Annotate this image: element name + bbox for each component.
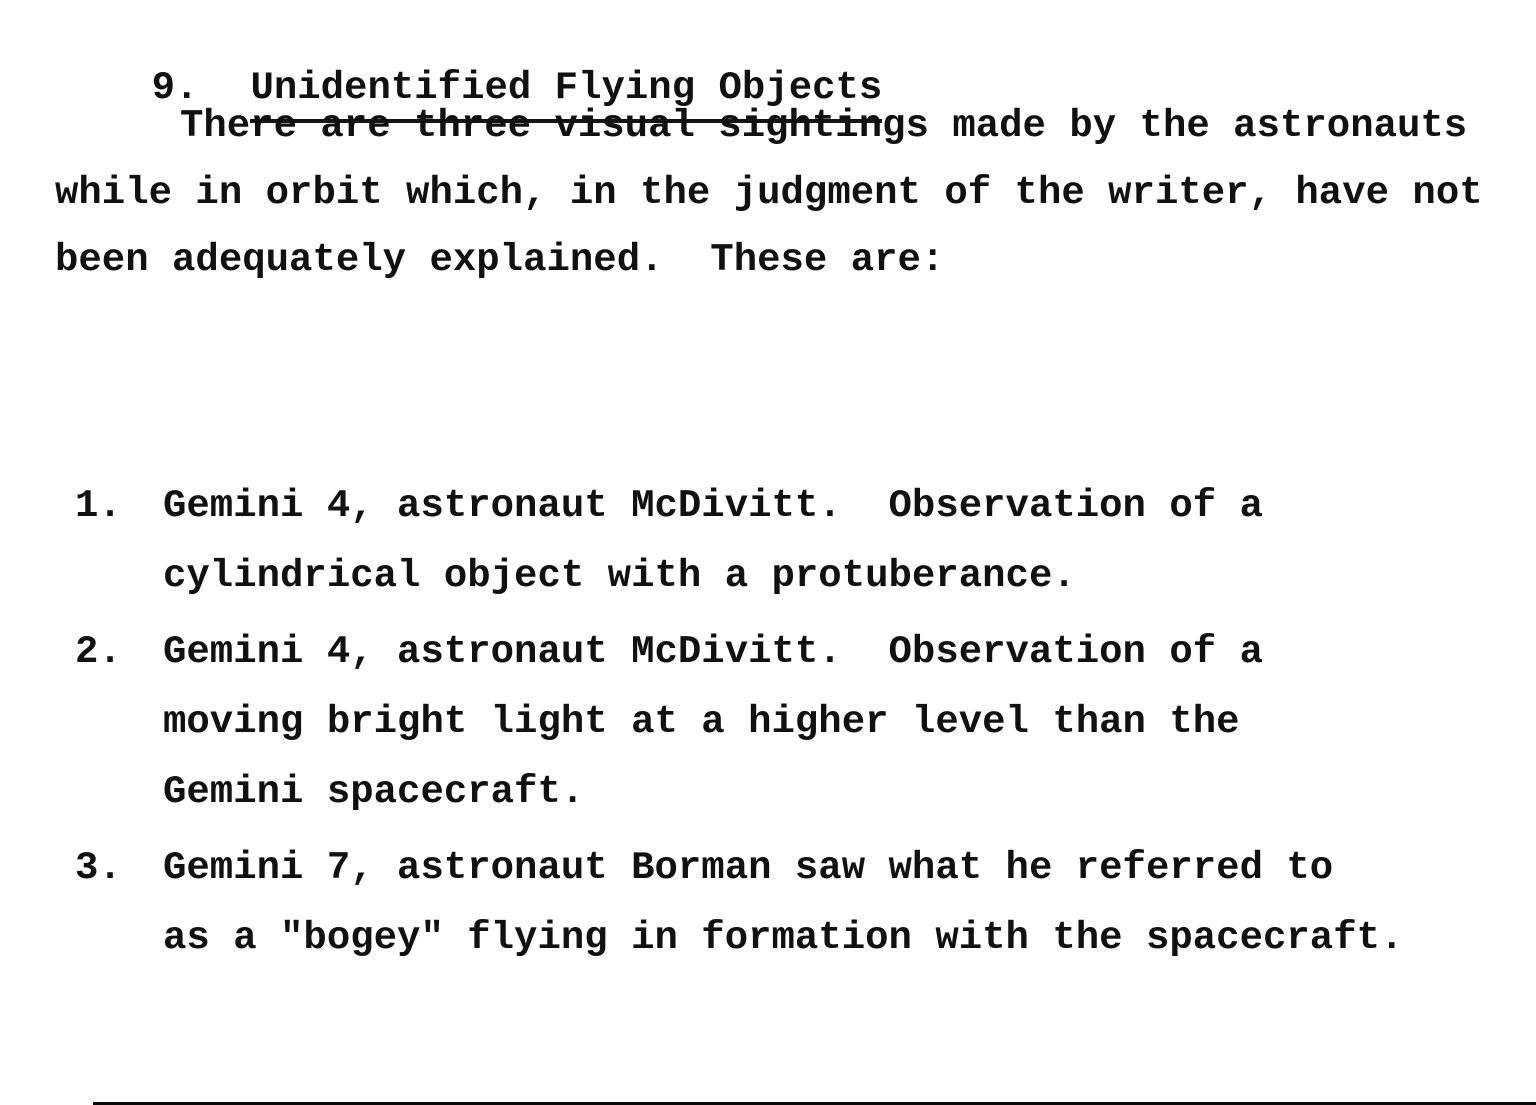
list-item-line: Gemini spacecraft. xyxy=(163,770,585,814)
list-item-text xyxy=(163,833,1403,973)
list-item-line: Gemini 4, astronaut McDivitt. Observation of a xyxy=(163,484,1263,528)
list-item-line: Gemini 4, astronaut McDivitt. Observation of a xyxy=(163,630,1263,674)
list-item-number: 2. xyxy=(75,630,122,674)
list-item-number: 3. xyxy=(75,846,122,890)
intro-line-1: There are three visual sightings made by the astronauts xyxy=(180,104,1468,148)
sightings-list xyxy=(75,471,1403,973)
intro-line-2: while in orbit which, in the judgment of the writer, have not xyxy=(55,171,1483,215)
section-number: 9. xyxy=(151,66,199,110)
list-item-text xyxy=(163,471,1403,611)
list-item-number: 1. xyxy=(75,484,122,528)
list-item xyxy=(75,617,1403,827)
list-item-text xyxy=(163,617,1403,827)
list-item-line: as a "bogey" flying in formation with the spacecraft. xyxy=(163,916,1404,960)
section-title: Unidentified Flying Objects xyxy=(250,66,882,123)
list-item xyxy=(75,833,1403,973)
list-item-line: moving bright light at a higher level than the xyxy=(163,700,1240,744)
list-item-line: Gemini 7, astronaut Borman saw what he referred to xyxy=(163,846,1334,890)
intro-paragraph xyxy=(55,93,1483,294)
list-item-line: cylindrical object with a protuberance. xyxy=(163,554,1076,598)
intro-line-3: been adequately explained. These are: xyxy=(55,238,945,282)
list-item xyxy=(75,471,1403,611)
